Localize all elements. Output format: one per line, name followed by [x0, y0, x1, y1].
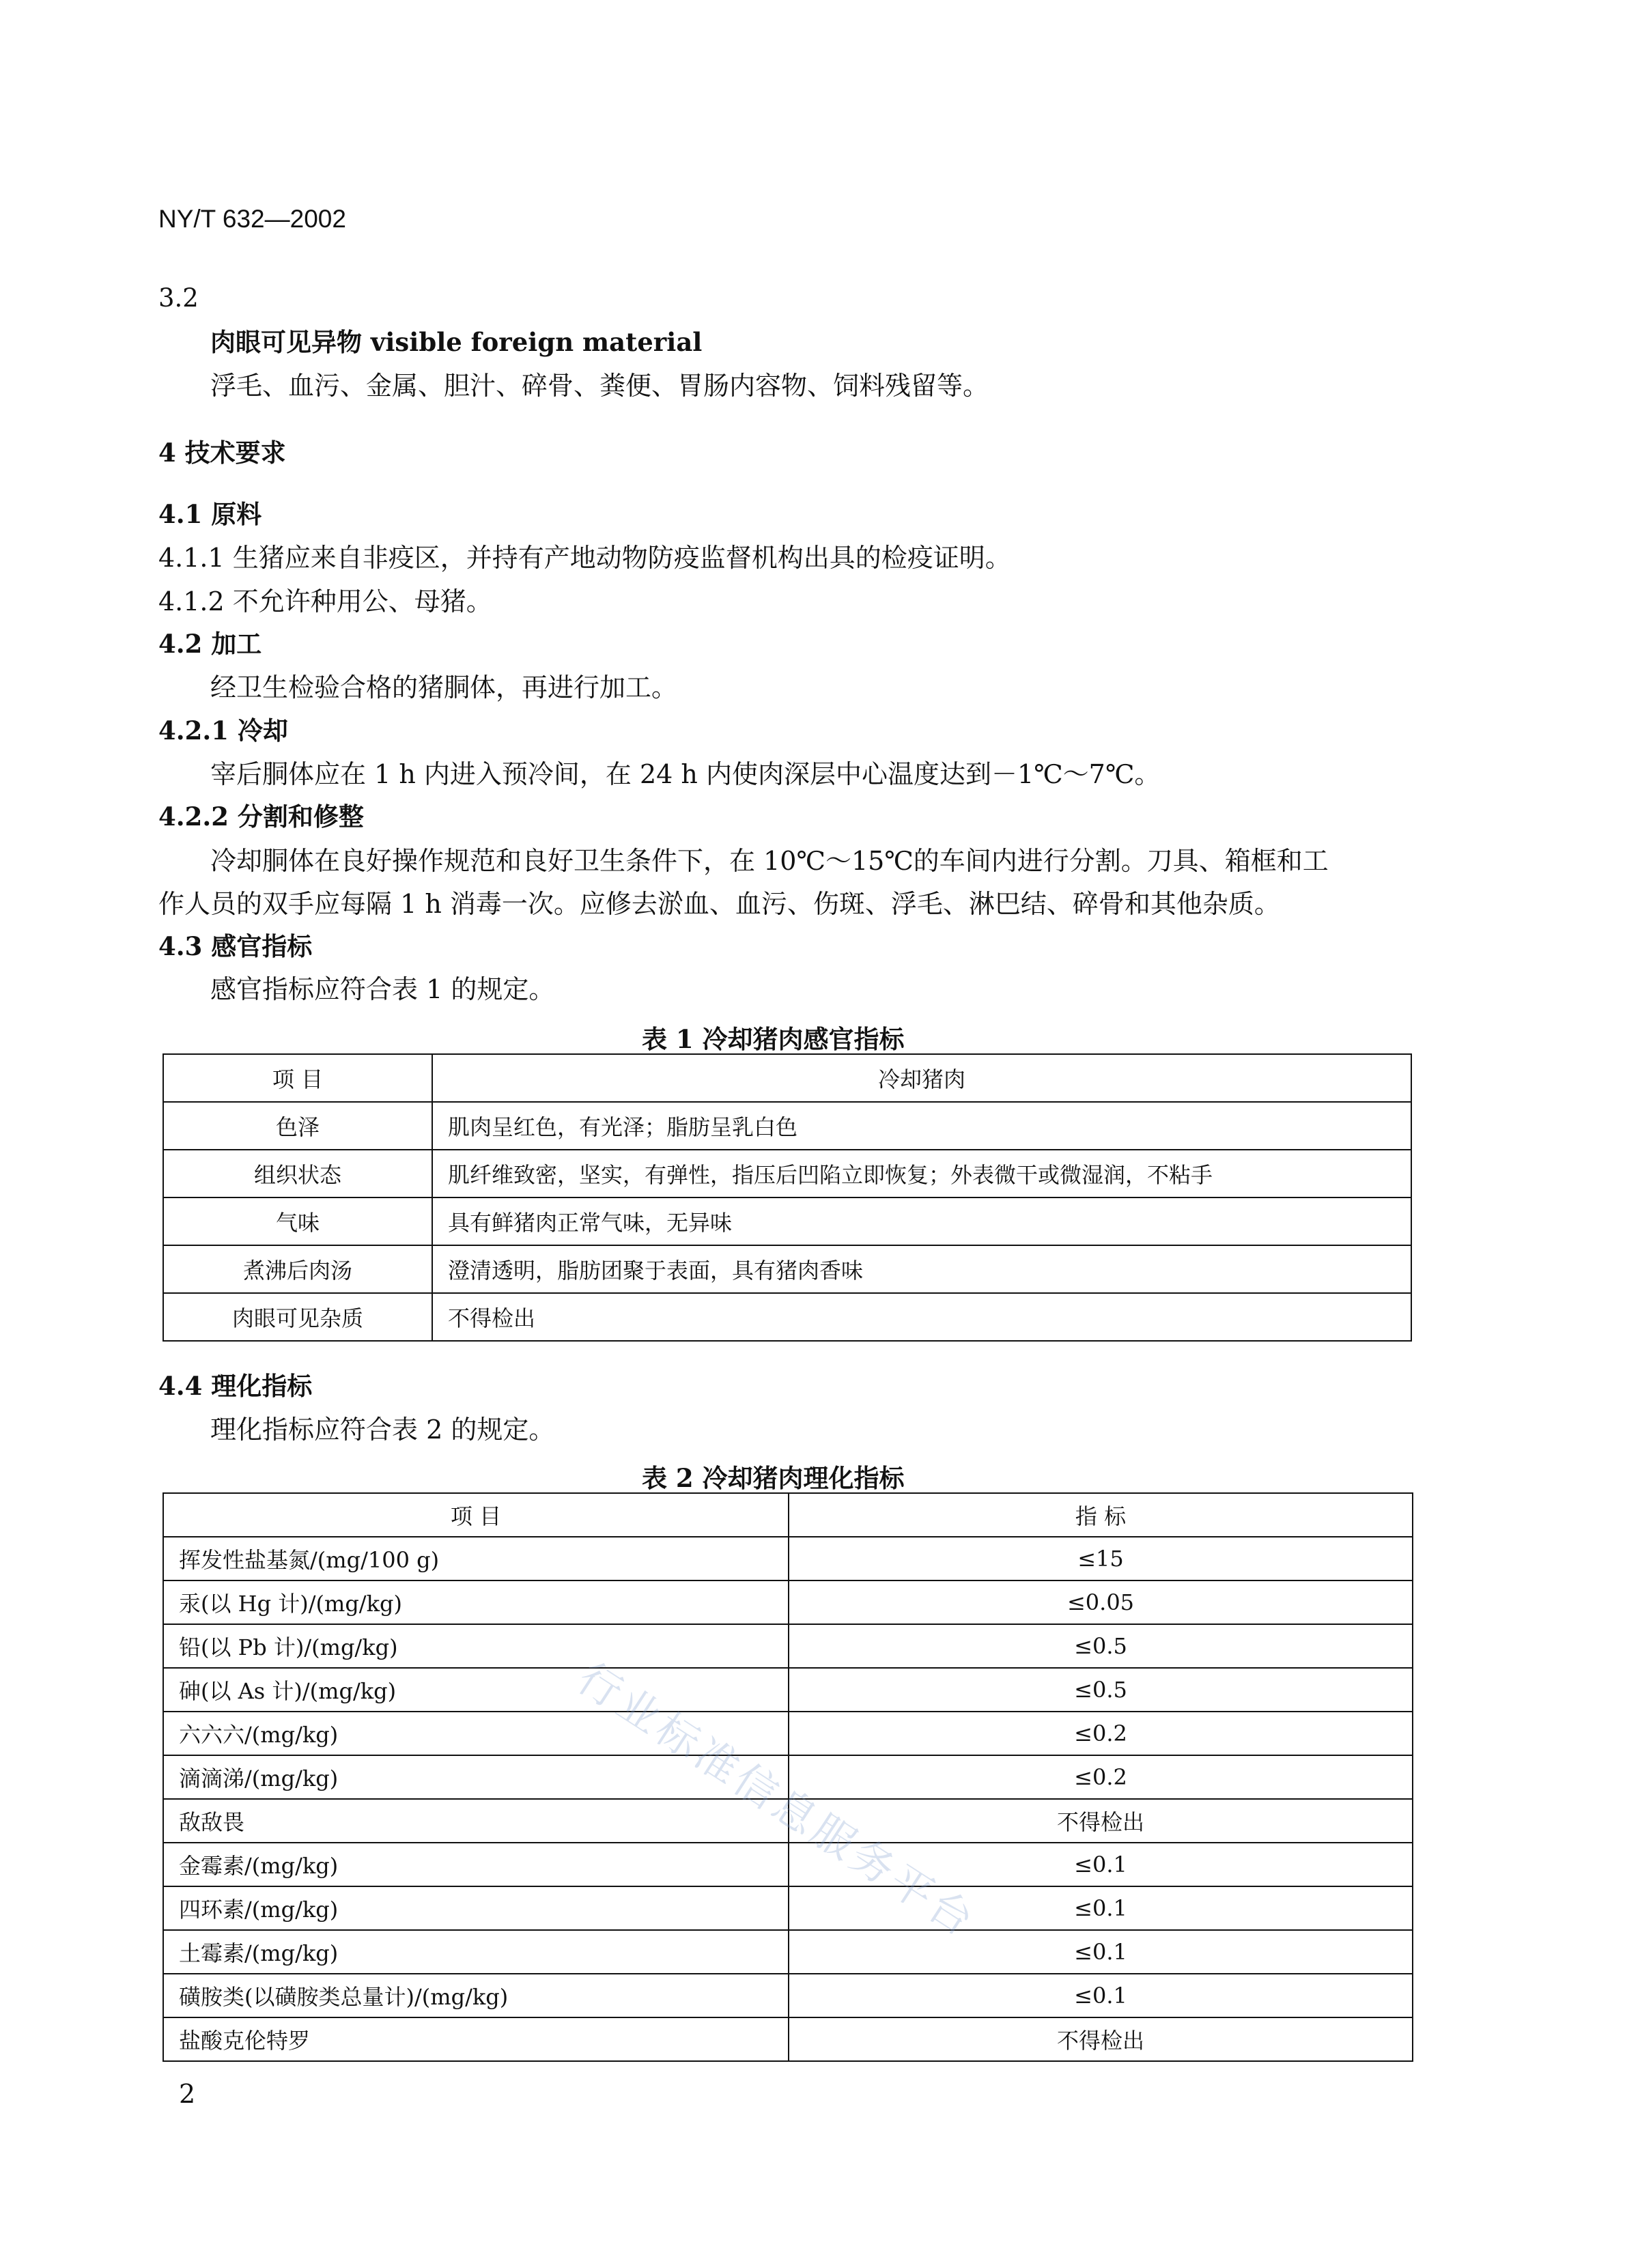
- section-4-2-text: 经卫生检验合格的猪胴体，再进行加工。: [210, 672, 678, 703]
- table2-value: ≤0.1: [789, 1886, 1413, 1930]
- table1-value: 肌肉呈红色，有光泽；脂肪呈乳白色: [432, 1102, 1411, 1150]
- table2-value: ≤0.5: [789, 1624, 1413, 1668]
- section-3-2-term: 肉眼可见异物 visible foreign material: [210, 327, 703, 357]
- table2-value: ≤0.1: [789, 1843, 1413, 1886]
- table2-value: ≤0.2: [789, 1712, 1413, 1755]
- table2-header-row: [163, 1493, 1413, 1537]
- table2-value: ≤0.1: [789, 1930, 1413, 1974]
- document-code: NY/T 632—2002: [158, 205, 346, 233]
- table1: [162, 1053, 1412, 1342]
- section-3-2-number: 3.2: [158, 283, 199, 313]
- table1-value: 澄清透明，脂肪团聚于表面，具有猪肉香味: [432, 1245, 1411, 1293]
- table1-item: 煮沸后肉汤: [163, 1245, 432, 1293]
- table-row: [163, 1843, 1413, 1886]
- table-row: [163, 2017, 1413, 2061]
- table2-item: 盐酸克伦特罗: [163, 2017, 789, 2061]
- section-4-2-1-heading: 4.2.1 冷却: [158, 715, 288, 746]
- table2-item: 挥发性盐基氮/(mg/100 g): [163, 1537, 789, 1580]
- table2-item: 四环素/(mg/kg): [163, 1886, 789, 1930]
- table2-value: ≤0.2: [789, 1755, 1413, 1799]
- section-4-3-text: 感官指标应符合表 1 的规定。: [210, 974, 555, 1004]
- table2-item: 砷(以 As 计)/(mg/kg): [163, 1668, 789, 1712]
- section-4-2-1-text: 宰后胴体应在 1 h 内进入预冷间，在 24 h 内使肉深层中心温度达到－1℃～7℃。: [210, 759, 1161, 789]
- table-row: [163, 1197, 1411, 1245]
- table2-value: 不得检出: [789, 1799, 1413, 1843]
- table2-value: ≤15: [789, 1537, 1413, 1580]
- table1-value: 肌纤维致密，坚实，有弹性，指压后凹陷立即恢复；外表微干或微湿润，不粘手: [432, 1150, 1411, 1197]
- table2-header-item: 项 目: [163, 1493, 789, 1537]
- section-4-1-2: 4.1.2 不允许种用公、母猪。: [158, 586, 492, 616]
- section-4-4-text: 理化指标应符合表 2 的规定。: [210, 1415, 555, 1445]
- table2-value: ≤0.1: [789, 1974, 1413, 2017]
- table2-item: 铅(以 Pb 计)/(mg/kg): [163, 1624, 789, 1668]
- table-row: [163, 1245, 1411, 1293]
- section-4-2-heading: 4.2 加工: [158, 629, 262, 659]
- table-row: [163, 1668, 1413, 1712]
- table-row: [163, 1150, 1411, 1197]
- table-row: [163, 1624, 1413, 1668]
- table2-item: 汞(以 Hg 计)/(mg/kg): [163, 1580, 789, 1624]
- table-row: [163, 1102, 1411, 1150]
- table1-item: 组织状态: [163, 1150, 432, 1197]
- table2-item: 土霉素/(mg/kg): [163, 1930, 789, 1974]
- table2-value: ≤0.05: [789, 1580, 1413, 1624]
- table-row: [163, 1712, 1413, 1755]
- table2-value: 不得检出: [789, 2017, 1413, 2061]
- table-row: [163, 1974, 1413, 2017]
- table1-value: 不得检出: [432, 1293, 1411, 1341]
- table-row: [163, 1580, 1413, 1624]
- section-4-2-2-heading: 4.2.2 分割和修整: [158, 802, 364, 832]
- table2-header-value: 指 标: [789, 1493, 1413, 1537]
- table1-value: 具有鲜猪肉正常气味，无异味: [432, 1197, 1411, 1245]
- table1-item: 气味: [163, 1197, 432, 1245]
- section-4-1-1: 4.1.1 生猪应来自非疫区，并持有产地动物防疫监督机构出具的检疫证明。: [158, 543, 1011, 573]
- section-4-4-heading: 4.4 理化指标: [158, 1371, 313, 1401]
- section-4-heading: 4 技术要求: [158, 438, 286, 468]
- watermark: 行业标准信息服务平台: [569, 1652, 986, 1948]
- section-4-1-heading: 4.1 原料: [158, 499, 262, 529]
- table2-item: 滴滴涕/(mg/kg): [163, 1755, 789, 1799]
- table-row: [163, 1930, 1413, 1974]
- section-3-2-definition: 浮毛、血污、金属、胆汁、碎骨、粪便、胃肠内容物、饲料残留等。: [210, 371, 989, 401]
- table2-item: 敌敌畏: [163, 1799, 789, 1843]
- table2-caption: 表 2 冷却猪肉理化指标: [642, 1463, 905, 1493]
- table1-item: 肉眼可见杂质: [163, 1293, 432, 1341]
- table2-item: 六六六/(mg/kg): [163, 1712, 789, 1755]
- table-row: [163, 1293, 1411, 1341]
- table1-header-row: [163, 1054, 1411, 1102]
- table2-item: 金霉素/(mg/kg): [163, 1843, 789, 1886]
- table1-header-item: 项 目: [163, 1054, 432, 1102]
- table1-header-value: 冷却猪肉: [432, 1054, 1411, 1102]
- table1-item: 色泽: [163, 1102, 432, 1150]
- table-row: [163, 1886, 1413, 1930]
- page-number: 2: [179, 2079, 196, 2109]
- table2-value: ≤0.5: [789, 1668, 1413, 1712]
- table-row: [163, 1537, 1413, 1580]
- section-4-2-2-text-line2: 作人员的双手应每隔 1 h 消毒一次。应修去淤血、血污、伤斑、浮毛、淋巴结、碎骨和其他杂质。: [158, 889, 1280, 919]
- table2-item: 磺胺类(以磺胺类总量计)/(mg/kg): [163, 1974, 789, 2017]
- section-4-3-heading: 4.3 感官指标: [158, 931, 313, 961]
- section-4-2-2-text-line1: 冷却胴体在良好操作规范和良好卫生条件下，在 10℃～15℃的车间内进行分割。刀具、箱框和工: [210, 846, 1329, 876]
- table1-caption: 表 1 冷却猪肉感官指标: [642, 1024, 905, 1054]
